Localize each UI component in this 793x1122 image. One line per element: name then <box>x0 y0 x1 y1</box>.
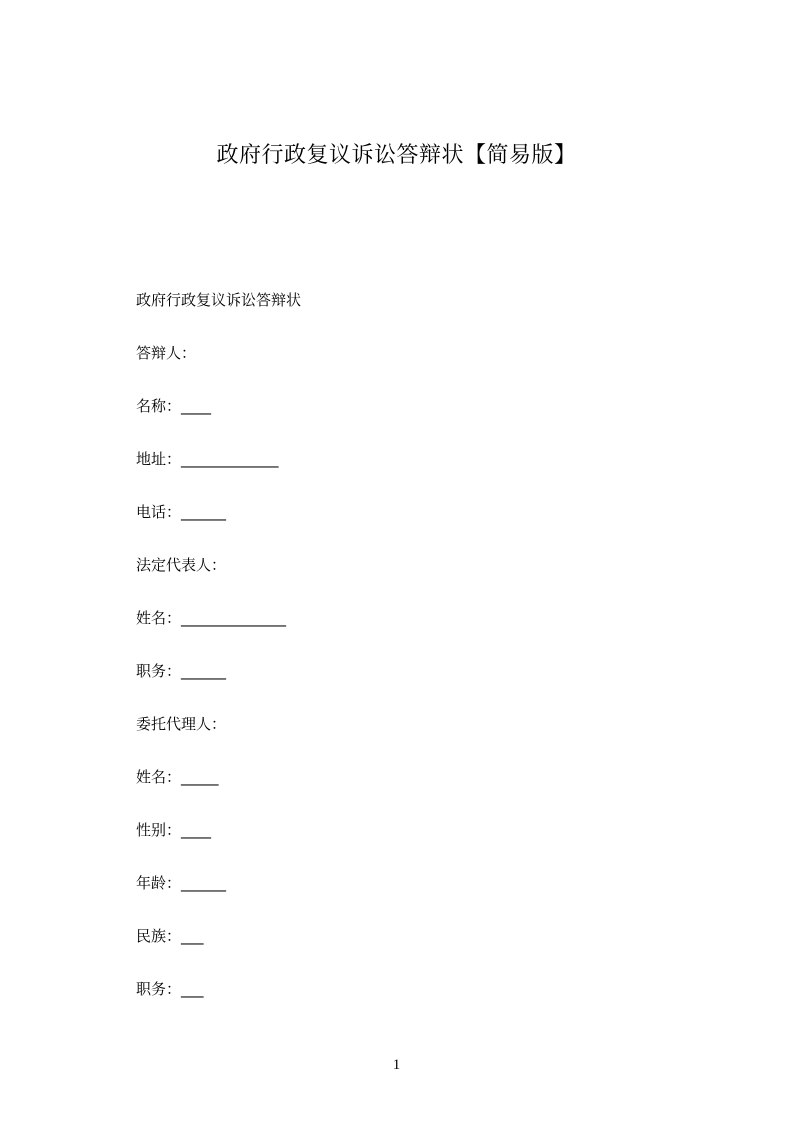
legal-representative-name-field: 姓名：______________ <box>136 609 287 627</box>
agent-ethnicity-field: 民族：___ <box>136 927 204 945</box>
respondent-name-field: 名称：____ <box>136 397 212 415</box>
legal-representative-heading: 法定代表人： <box>136 556 227 574</box>
agent-name-field: 姓名：_____ <box>136 768 219 786</box>
document-subtitle: 政府行政复议诉讼答辩状 <box>136 291 302 309</box>
document-body <box>136 288 301 1030</box>
respondent-address-field: 地址：_____________ <box>136 450 279 468</box>
agent-age-field: 年龄：______ <box>136 874 227 892</box>
document-title: 政府行政复议诉讼答辩状【简易版】 <box>216 143 577 168</box>
agent-gender-field: 性别：____ <box>136 821 212 839</box>
legal-representative-position-field: 职务：______ <box>136 662 227 680</box>
page-number: 1 <box>392 1057 401 1073</box>
agent-heading: 委托代理人： <box>136 715 227 733</box>
respondent-heading: 答辩人： <box>136 344 197 362</box>
agent-position-field: 职务：___ <box>136 980 204 998</box>
respondent-phone-field: 电话：______ <box>136 503 227 521</box>
